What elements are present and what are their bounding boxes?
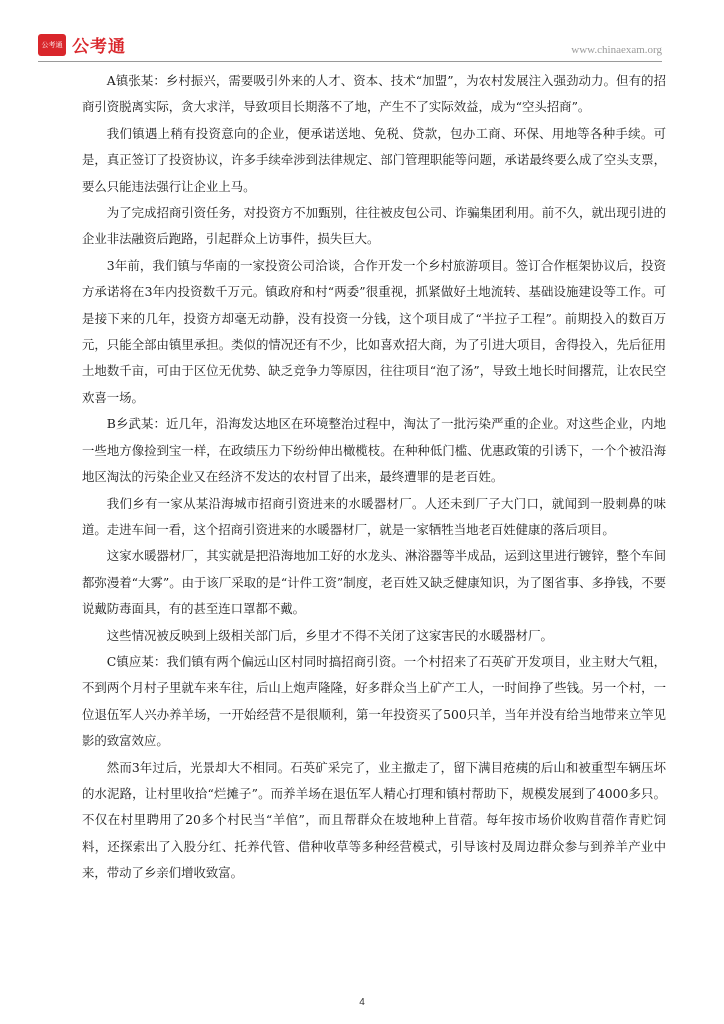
paragraph: 这家水暖器材厂，其实就是把沿海地加工好的水龙头、淋浴器等半成品，运到这里进行镀锌，整个车间都弥漫着“大雾”。由于该厂采取的是“计件工资”制度，老百姓又缺乏健康知识，为了图省事、多挣钱，不要说戴防毒面具，有的甚至连口罩都不戴。 — [82, 548, 666, 617]
paragraph: B乡武某：近几年，沿海发达地区在环境整治过程中，淘汰了一批污染严重的企业。对这些企业，内地一些地方像捡到宝一样，在政绩压力下纷纷伸出橄榄枝。在种种低门槛、优惠政策的引诱下，一个个被沿海地区淘汰的污染企业又在经济不发达的农村冒了出来，最终遭罪的是老百姓。 — [82, 416, 666, 485]
paragraph: 3年前，我们镇与华南的一家投资公司洽谈，合作开发一个乡村旅游项目。签订合作框架协议后，投资方承诺将在3年内投资数千万元。镇政府和村“两委”很重视，抓紧做好土地流转、基础设施建设等工作。可是接下来的几年，投资方却毫无动静，没有投资一分钱，这个项目成了“半拉子工程”。前期投入的数百万元，只能全部由镇里承担。类似的情况还有不少，比如喜欢招大商，为了引进大项目，舍得投入，先后征用土地数千亩，可由于区位无优势、缺乏竞争力等原因，往往项目“泡了汤”，导致土地长时间撂荒，让农民空欢喜一场。 — [82, 257, 666, 405]
header-divider — [38, 61, 662, 62]
document-body — [82, 68, 666, 887]
paragraph: 我们镇遇上稍有投资意向的企业，便承诺送地、免税、贷款，包办工商、环保、用地等各种手续。可是，真正签订了投资协议，许多手续牵涉到法律规定、部门管理职能等问题，承诺最终要么成了空头支票，要么只能违法强行让企业上马。 — [82, 125, 666, 194]
paragraph: C镇应某：我们镇有两个偏远山区村同时搞招商引资。一个村招来了石英矿开发项目，业主财大气粗，不到两个月村子里就车来车往，后山上炮声隆隆，好多群众当上矿产工人，一时间挣了些钱。另一个村，一位退伍军人兴办养羊场，一开始经营不是很顺利，第一年投资买了500只羊，当年并没有给当地带来立竿见影的致富效应。 — [82, 653, 666, 749]
page-header — [38, 32, 662, 62]
site-url[interactable]: www.chinaexam.org — [571, 44, 662, 56]
logo-name: 公考通 — [72, 37, 126, 57]
logo[interactable] — [38, 32, 126, 57]
page-number: 4 — [359, 997, 365, 1008]
paragraph: 我们乡有一家从某沿海城市招商引资进来的水暖器材厂。人还未到厂子大门口，就闻到一股刺鼻的味道。走进车间一看，这个招商引资进来的水暖器材厂，就是一家牺牲当地老百姓健康的落后项目。 — [82, 495, 666, 537]
paragraph: A镇张某：乡村振兴，需要吸引外来的人才、资本、技术“加盟”，为农村发展注入强劲动力。但有的招商引资脱离实际，贪大求洋，导致项目长期落不了地，产生不了实际效益，成为“空头招商”。 — [82, 73, 666, 115]
logo-badge-icon: 公考通 — [38, 34, 66, 56]
paragraph: 然而3年过后，光景却大不相同。石英矿采完了，业主撤走了，留下满目疮痍的后山和被重型车辆压坏的水泥路，让村里收拾“烂摊子”。而养羊场在退伍军人精心打理和镇村帮助下，规模发展到了4000多只。不仅在村里聘用了20多个村民当“羊倌”，而且帮群众在坡地种上苜蓿。每年按市场价收购苜蓿作青贮饲料，还探索出了入股分红、托养代管、借种收草等多种经营模式，引导该村及周边群众参与到养羊产业中来，带动了乡亲们增收致富。 — [82, 759, 666, 881]
paragraph: 为了完成招商引资任务，对投资方不加甄别，往往被皮包公司、诈骗集团利用。前不久，就出现引进的企业非法融资后跑路，引起群众上访事件，损失巨大。 — [82, 205, 666, 247]
paragraph: 这些情况被反映到上级相关部门后，乡里才不得不关闭了这家害民的水暖器材厂。 — [106, 627, 553, 643]
